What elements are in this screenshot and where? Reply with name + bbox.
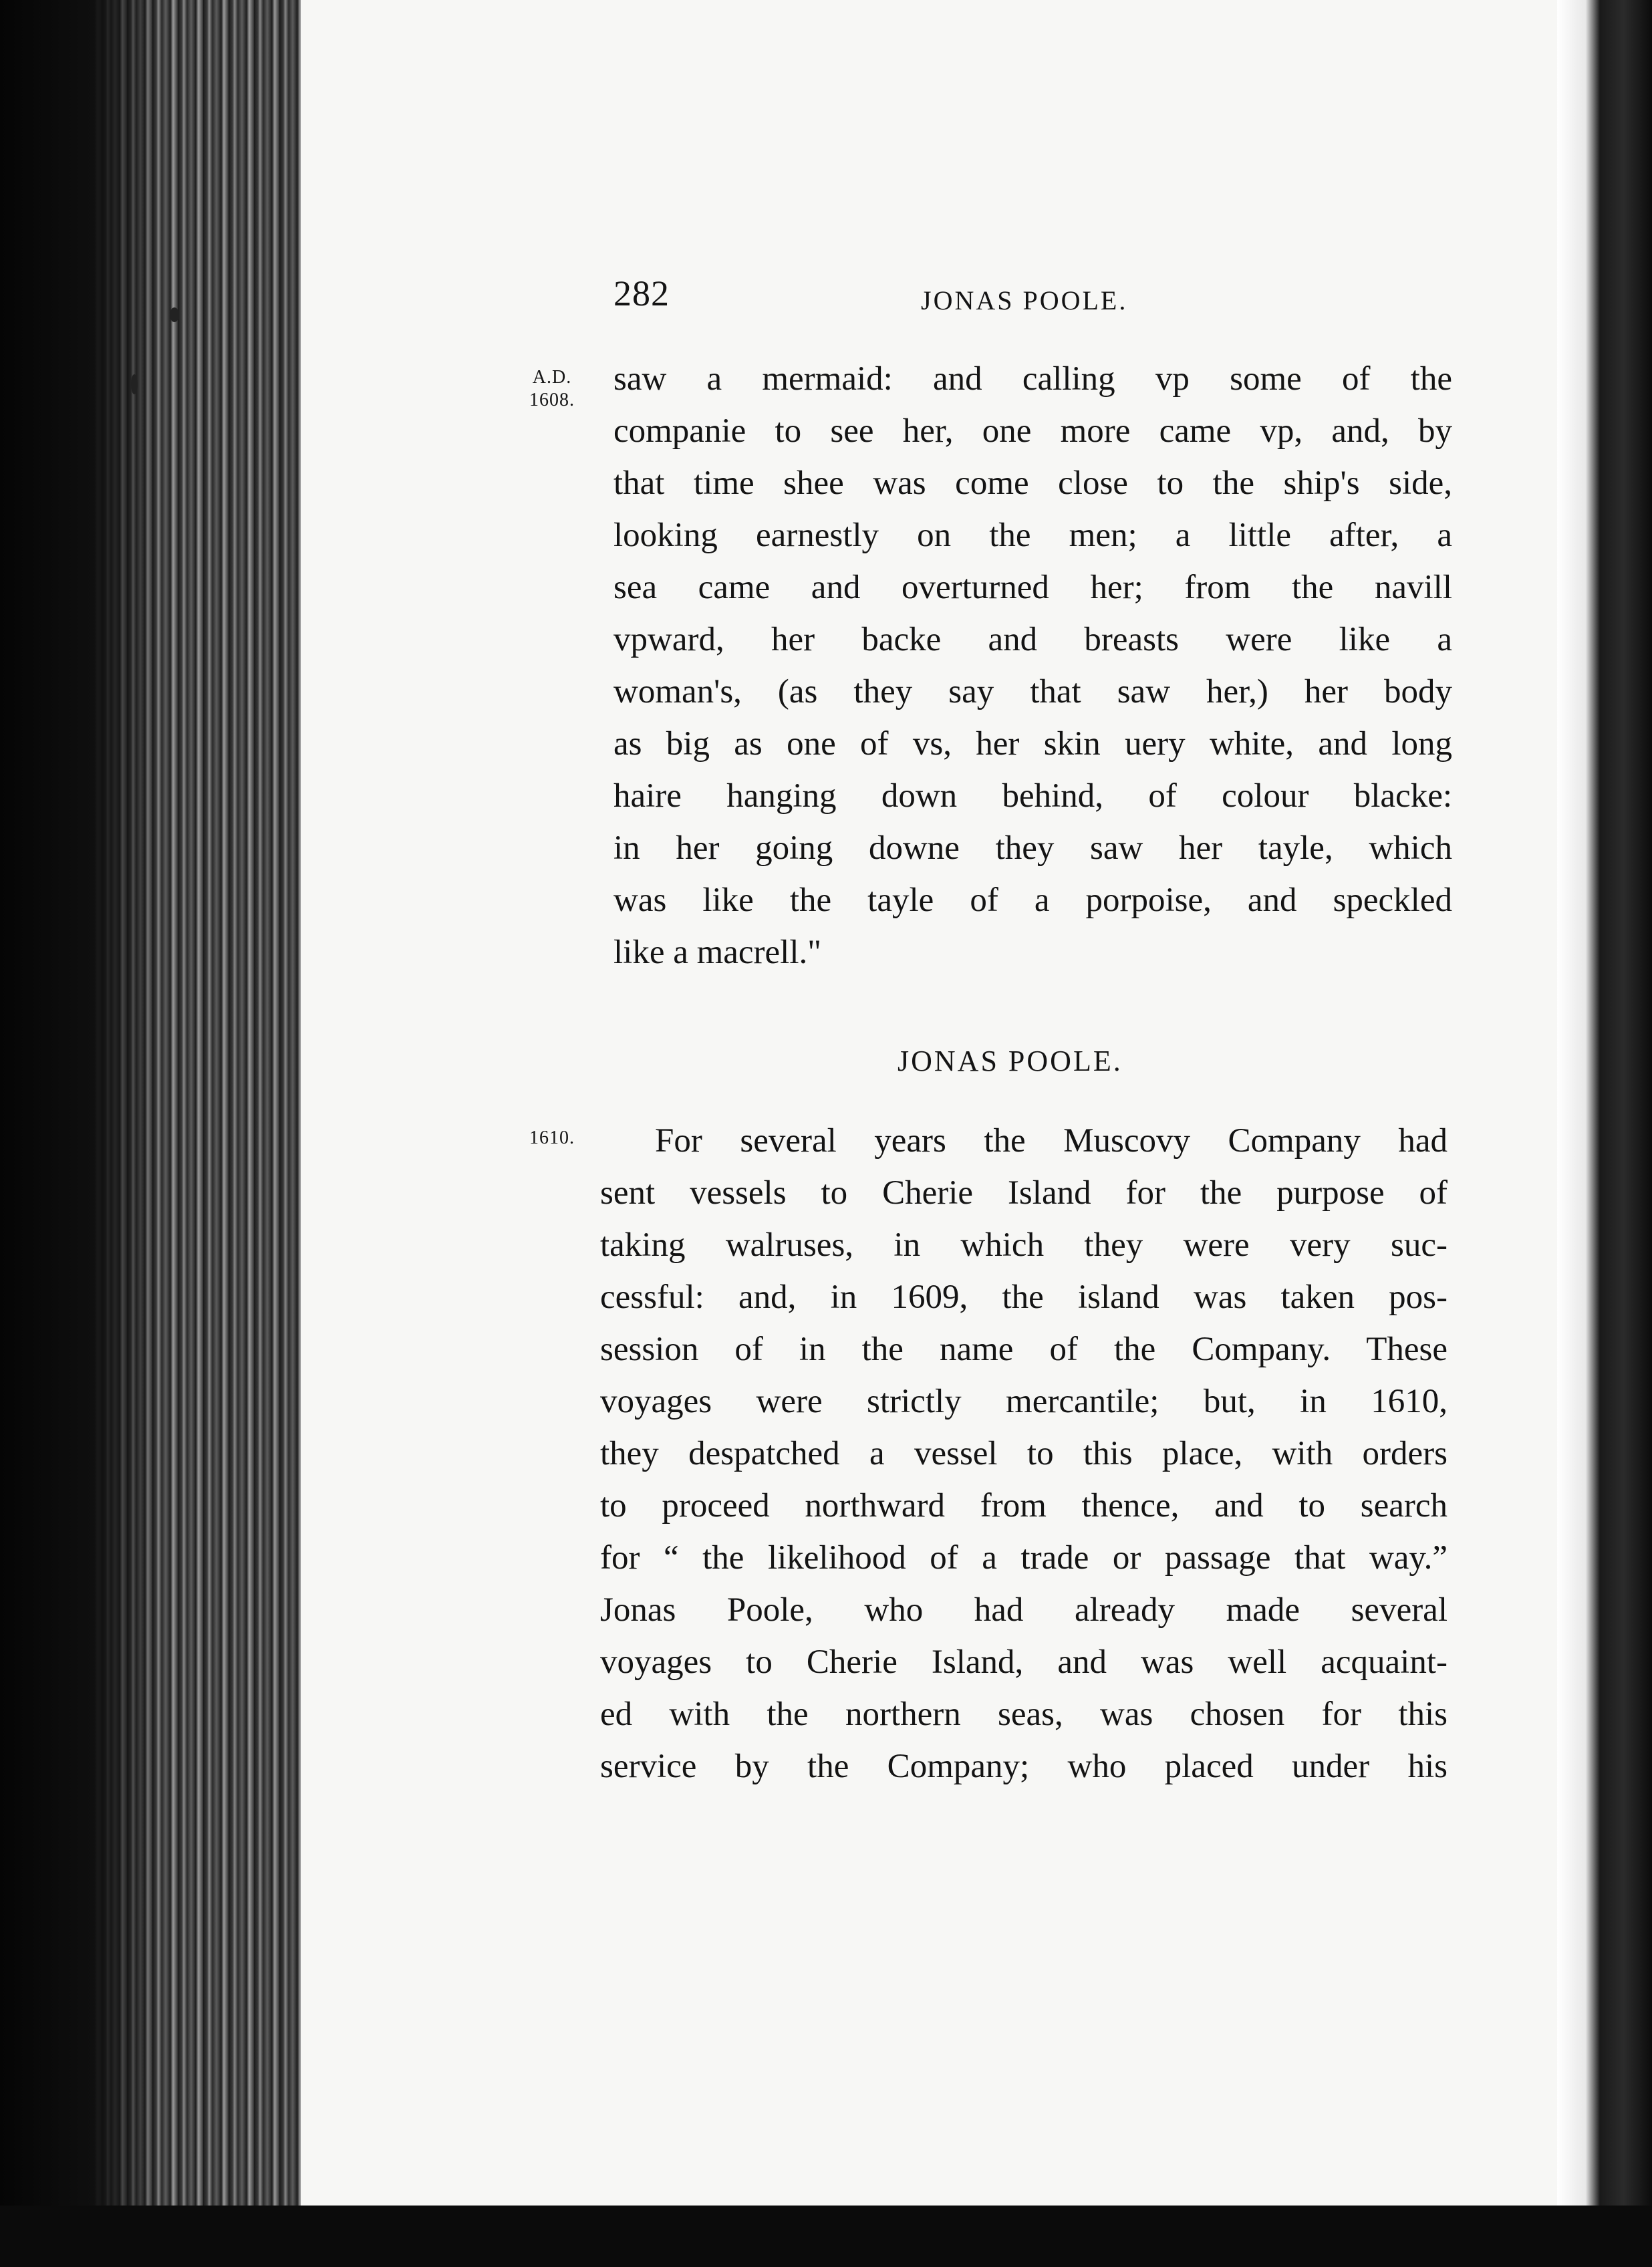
margin-date-year: 1610. [529,1127,575,1148]
text-line: For several years the Muscovy Company had [655,1122,1448,1160]
ink-smudge [131,374,138,394]
section-heading: JONAS POOLE. [898,1045,1123,1077]
margin-date-era: A.D. [532,367,572,388]
margin-date-note [529,366,575,412]
text-line: sent vessels to Cherie Island for the purpose of [600,1174,1448,1212]
facing-page-edge [1557,0,1652,2267]
text-line: voyages were strictly mercantile; but, in 1610, [600,1383,1448,1420]
text-line: service by the Company; who placed under his [600,1748,1448,1785]
text-line: ed with the northern seas, was chosen for this [600,1696,1448,1733]
text-line: that time shee was come close to the ship's side, [613,464,1452,502]
text-line: like a macrell." [613,934,822,971]
text-line: for “ the likelihood of a trade or passage that way.” [600,1539,1448,1577]
text-line: in her going downe they saw her tayle, which [613,829,1452,867]
text-line: companie to see her, one more came vp, and, by [613,412,1452,450]
text-line: they despatched a vessel to this place, with orders [600,1435,1448,1472]
text-line: looking earnestly on the men; a little after, a [613,517,1452,554]
text-line: as big as one of vs, her skin uery white, and long [613,725,1452,763]
book-fore-edge [0,0,314,2267]
text-line: taking walruses, in which they were very suc- [600,1226,1448,1264]
book-page [301,0,1564,2206]
running-head: JONAS POOLE. [921,285,1128,315]
margin-date-year: 1608. [529,390,575,410]
page-number: 282 [613,273,670,313]
margin-date-note [529,1127,575,1150]
text-line: session of in the name of the Company. These [600,1331,1448,1368]
text-line: Jonas Poole, who had already made several [600,1591,1448,1629]
ink-smudge [170,307,179,322]
paragraph-section [600,1115,1448,1792]
text-line: haire hanging down behind, of colour blacke: [613,777,1452,815]
text-line: vpward, her backe and breasts were like a [613,621,1452,658]
text-line: sea came and overturned her; from the navill [613,569,1452,606]
text-line: was like the tayle of a porpoise, and speckled [613,882,1452,919]
text-line: cessful: and, in 1609, the island was taken pos- [600,1279,1448,1316]
text-line: voyages to Cherie Island, and was well acquaint- [600,1643,1448,1681]
paragraph-continued [613,353,1452,978]
text-line: to proceed northward from thence, and to search [600,1487,1448,1524]
text-line: saw a mermaid: and calling vp some of the [613,360,1452,398]
scan-bottom-border [0,2206,1652,2267]
text-line: woman's, (as they say that saw her,) her body [613,673,1452,710]
